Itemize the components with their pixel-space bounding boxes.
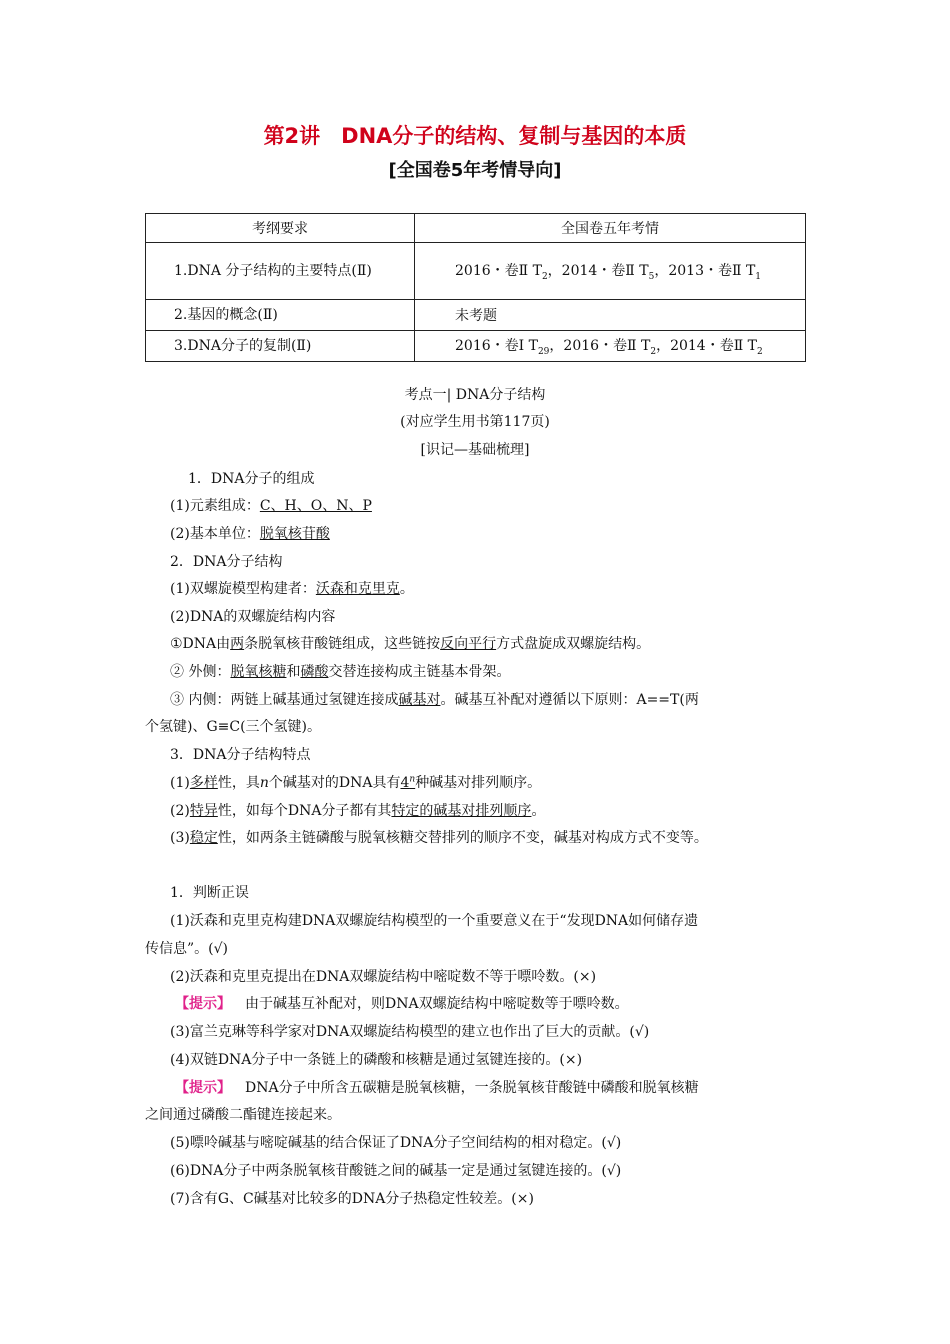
table-header-requirement: 考纲要求 bbox=[146, 214, 415, 243]
page-subtitle: [全国卷5年考情导向] bbox=[388, 160, 562, 181]
table-row bbox=[146, 243, 806, 300]
judge-item-1-continued: 传信息”。(√) bbox=[145, 941, 229, 957]
judge-item-3: (3)富兰克琳等科学家对DNA双螺旋结构模型的建立也作出了巨大的贡献。(√) bbox=[170, 1024, 650, 1040]
table-cell-requirement: 3.DNA分子的复制(Ⅱ) bbox=[146, 331, 415, 362]
table-cell-requirement: 1.DNA 分子结构的主要特点(Ⅱ) bbox=[146, 243, 415, 300]
item-double-helix: (2)DNA的双螺旋结构内容 bbox=[170, 609, 336, 625]
hint-4-continued: 之间通过磷酸二酯键连接起来。 bbox=[145, 1107, 341, 1123]
item-builders: (1)双螺旋模型构建者：沃森和克里克。 bbox=[170, 581, 414, 597]
judge-item-4: (4)双链DNA分子中一条链上的磷酸和核糖是通过氢键连接的。(×) bbox=[170, 1052, 583, 1068]
judge-item-2: (2)沃森和克里克提出在DNA双螺旋结构中嘧啶数不等于嘌呤数。(×) bbox=[170, 969, 597, 985]
section-label: [识记—基础梳理] bbox=[420, 442, 530, 458]
table-cell-requirement: 2.基因的概念(Ⅱ) bbox=[146, 300, 415, 331]
answer-blank: C、H、O、N、P bbox=[259, 498, 372, 514]
table-header-row bbox=[146, 214, 806, 243]
section-heading: 考点一| DNA分子结构 bbox=[404, 387, 546, 403]
hint-label: 【提示】 bbox=[175, 996, 231, 1012]
section-reference: (对应学生用书第117页) bbox=[400, 414, 550, 430]
item-elements: (1)元素组成：C、H、O、N、P bbox=[170, 498, 372, 514]
hint-2: 【提示】 由于碱基互补配对，则DNA双螺旋结构中嘧啶数等于嘌呤数。 bbox=[175, 996, 629, 1012]
point-1: ①DNA由两条脱氧核苷酸链组成，这些链按反向平行方式盘旋成双螺旋结构。 bbox=[170, 636, 651, 652]
table-row bbox=[146, 331, 806, 362]
judge-item-5: (5)嘌呤碱基与嘧啶碱基的结合保证了DNA分子空间结构的相对稳定。(√) bbox=[170, 1135, 622, 1151]
answer-blank: 脱氧核苷酸 bbox=[259, 526, 330, 542]
judge-item-6: (6)DNA分子中两条脱氧核苷酸链之间的碱基一定是通过氢键连接的。(√) bbox=[170, 1163, 622, 1179]
point-3: ③ 内侧：两链上碱基通过氢键连接成碱基对。碱基互补配对遵循以下原则：A==T(两 bbox=[170, 692, 699, 708]
point-2: ② 外侧：脱氧核糖和磷酸交替连接构成主链基本骨架。 bbox=[170, 664, 511, 680]
hint-label: 【提示】 bbox=[175, 1080, 231, 1096]
judge-item-7: (7)含有G、C碱基对比较多的DNA分子热稳定性较差。(×) bbox=[170, 1191, 534, 1207]
item-basic-unit: (2)基本单位：脱氧核苷酸 bbox=[170, 526, 330, 542]
page-title: 第2讲 DNA分子的结构、复制与基因的本质 bbox=[263, 124, 687, 148]
syllabus-table bbox=[145, 213, 806, 362]
table-cell-exam: 未考题 bbox=[415, 300, 806, 331]
item-diversity: (1)多样性，具n个碱基对的DNA具有4$^n$种碱基对排列顺序。 bbox=[170, 774, 542, 791]
hint-4: 【提示】 DNA分子中所含五碳糖是脱氧核糖，一条脱氧核苷酸链中磷酸和脱氧核糖 bbox=[175, 1080, 699, 1096]
item-stability: (3)稳定性，如两条主链磷酸与脱氧核糖交替排列的顺序不变，碱基对构成方式不变等。 bbox=[170, 830, 708, 846]
subheading-3: 3．DNA分子结构特点 bbox=[170, 747, 311, 763]
subheading-1: 1．DNA分子的组成 bbox=[188, 471, 315, 487]
judge-heading: 1．判断正误 bbox=[170, 885, 249, 901]
item-specificity: (2)特异性，如每个DNA分子都有其特定的碱基对排列顺序。 bbox=[170, 803, 546, 819]
table-cell-exam: 2016・卷Ⅱ $T_2$，2014・卷Ⅱ $T_5$，2013・卷Ⅱ $T_1$ bbox=[415, 243, 806, 300]
table-cell-exam: 2016・卷Ⅰ $T_{29}$，2016・卷Ⅱ $T_2$，2014・卷Ⅱ $T_2$ bbox=[415, 331, 806, 362]
answer-blank: 沃森和克里克 bbox=[315, 581, 400, 597]
judge-item-1: (1)沃森和克里克构建DNA双螺旋结构模型的一个重要意义在于“发现DNA如何储存遗 bbox=[170, 913, 699, 929]
point-3-continued: 个氢键)、G≡C(三个氢键)。 bbox=[145, 719, 322, 735]
table-header-exam: 全国卷五年考情 bbox=[415, 214, 806, 243]
table-row bbox=[146, 300, 806, 331]
subheading-2: 2．DNA分子结构 bbox=[170, 554, 283, 570]
